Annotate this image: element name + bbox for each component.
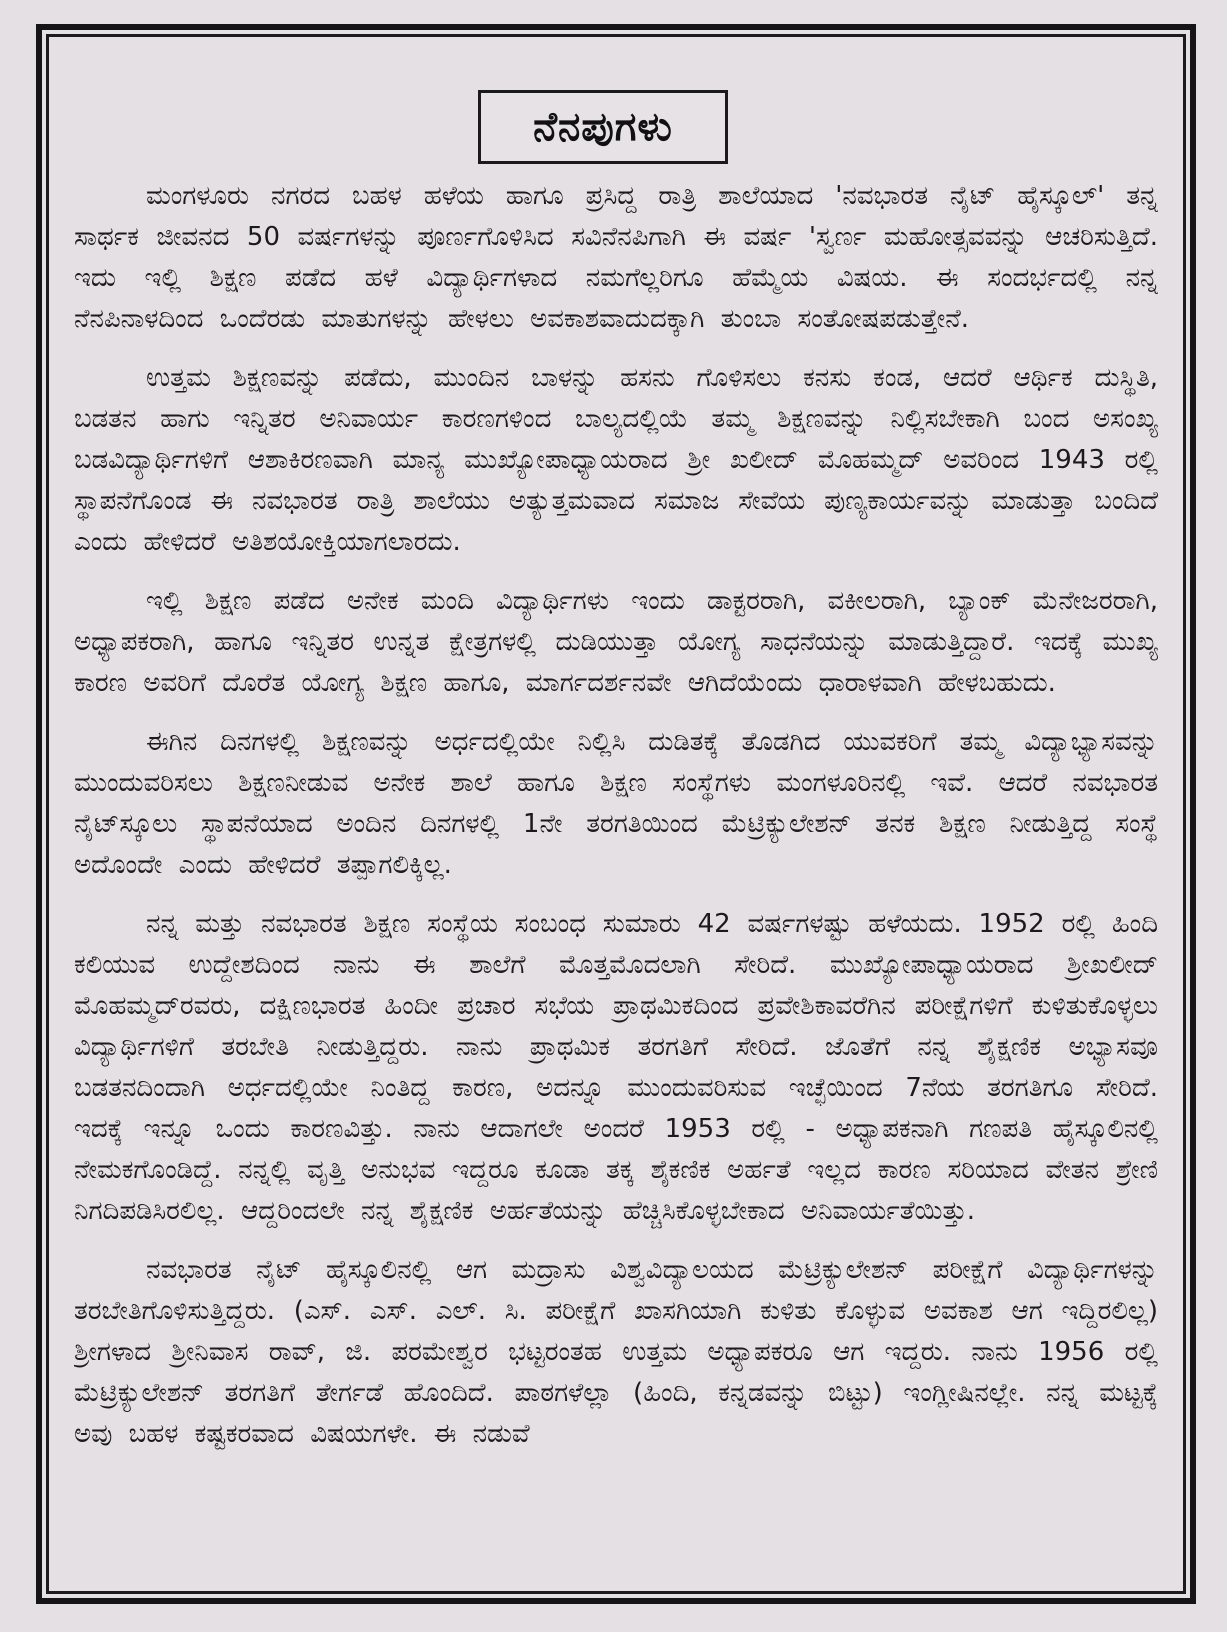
article-title: ನೆನಪುಗಳು: [533, 104, 673, 150]
paragraph-3: ಇಲ್ಲಿ ಶಿಕ್ಷಣ ಪಡೆದ ಅನೇಕ ಮಂದಿ ವಿದ್ಯಾರ್ಥಿಗಳು ಇಂದು ಡಾಕ್ಟರರಾಗಿ, ವಕೀಲರಾಗಿ, ಬ್ಯಾಂಕ್ ಮೆನೇಜರರಾಗಿ, ಅಧ್ಯಾಪಕರಾಗಿ, ಹಾಗೂ ಇನ್ನಿತರ ಉನ್ನತ ಕ್ಷೇತ್ರಗಳಲ್ಲಿ ದುಡಿಯುತ್ತಾ ಯೋಗ್ಯ ಸಾಧನೆಯನ್ನು ಮಾಡುತ್ತಿದ್ದಾರೆ. ಇದಕ್ಕೆ ಮುಖ್ಯ ಕಾರಣ ಅವರಿಗೆ ದೊರೆತ ಯೋಗ್ಯ ಶಿಕ್ಷಣ ಹಾಗೂ, ಮಾರ್ಗದರ್ಶನವೇ ಆಗಿದೆಯೆಂದು ಧಾರಾಳವಾಗಿ ಹೇಳಬಹುದು.: [74, 586, 1158, 698]
paragraph-1: ಮಂಗಳೂರು ನಗರದ ಬಹಳ ಹಳೆಯ ಹಾಗೂ ಪ್ರಸಿದ್ದ ರಾತ್ರಿ ಶಾಲೆಯಾದ 'ನವಭಾರತ ನೈಟ್ ಹೈಸ್ಕೂಲ್' ತನ್ನ ಸಾರ್ಥಕ ಜೀವನದ 50 ವರ್ಷಗಳನ್ನು ಪೂರ್ಣಗೊಳಿಸಿದ ಸವಿನೆನಪಿಗಾಗಿ ಈ ವರ್ಷ 'ಸ್ವರ್ಣ ಮಹೋತ್ಸವವನ್ನು ಆಚರಿಸುತ್ತಿದೆ. ಇದು ಇಲ್ಲಿ ಶಿಕ್ಷಣ ಪಡೆದ ಹಳೆ ವಿದ್ಯಾರ್ಥಿಗಳಾದ ನಮಗೆಲ್ಲರಿಗೂ ಹೆಮ್ಮೆಯ ವಿಷಯ. ಈ ಸಂದರ್ಭದಲ್ಲಿ ನನ್ನ ನೆನಪಿನಾಳದಿಂದ ಒಂದೆರಡು ಮಾತುಗಳನ್ನು ಹೇಳಲು ಅವಕಾಶವಾದುದಕ್ಕಾಗಿ ತುಂಬಾ ಸಂತೋಷಪಡುತ್ತೇನೆ.: [74, 181, 1158, 334]
paragraph-5: ನನ್ನ ಮತ್ತು ನವಭಾರತ ಶಿಕ್ಷಣ ಸಂಸ್ಥೆಯ ಸಂಬಂಧ ಸುಮಾರು 42 ವರ್ಷಗಳಷ್ಟು ಹಳೆಯದು. 1952 ರಲ್ಲಿ ಹಿಂದಿ ಕಲಿಯುವ ಉದ್ದೇಶದಿಂದ ನಾನು ಈ ಶಾಲೆಗೆ ಮೊತ್ತಮೊದಲಾಗಿ ಸೇರಿದೆ. ಮುಖ್ಯೋಪಾಧ್ಯಾಯರಾದ ಶ್ರೀಖಲೀದ್ ಮೊಹಮ್ಮದ್‌ರವರು, ದಕ್ಷಿಣಭಾರತ ಹಿಂದೀ ಪ್ರಚಾರ ಸಭೆಯ ಪ್ರಾಥಮಿಕದಿಂದ ಪ್ರವೇಶಿಕಾವರೆಗಿನ ಪರೀಕ್ಷೆಗಳಿಗೆ ಕುಳಿತುಕೊಳ್ಳಲು ವಿದ್ಯಾರ್ಥಿಗಳಿಗೆ ತರಬೇತಿ ನೀಡುತ್ತಿದ್ದರು. ನಾನು ಪ್ರಾಥಮಿಕ ತರಗತಿಗೆ ಸೇರಿದೆ. ಜೊತೆಗೆ ನನ್ನ ಶೈಕ್ಷಣಿಕ ಅಭ್ಯಾಸವೂ ಬಡತನದಿಂದಾಗಿ ಅರ್ಧದಲ್ಲಿಯೇ ನಿಂತಿದ್ದ ಕಾರಣ, ಅದನ್ನೂ ಮುಂದುವರಿಸುವ ಇಚ್ಛೆಯಿಂದ 7ನೆಯ ತರಗತಿಗೂ ಸೇರಿದೆ. ಇದಕ್ಕೆ ಇನ್ನೂ ಒಂದು ಕಾರಣವಿತ್ತು. ನಾನು ಆದಾಗಲೇ ಅಂದರೆ 1953 ರಲ್ಲಿ - ಅಧ್ಯಾಪಕನಾಗಿ ಗಣಪತಿ ಹೈಸ್ಕೂಲಿನಲ್ಲಿ ನೇಮಕಗೊಂಡಿದ್ದೆ. ನನ್ನಲ್ಲಿ ವೃತ್ತಿ ಅನುಭವ ಇದ್ದರೂ ಕೂಡಾ ತಕ್ಕ ಶೈಕಣಿಕ ಅರ್ಹತೆ ಇಲ್ಲದ ಕಾರಣ ಸರಿಯಾದ ವೇತನ ಶ್ರೇಣಿ ನಿಗದಿಪಡಿಸಿರಲಿಲ್ಲ. ಆದ್ದರಿಂದಲೇ ನನ್ನ ಶೈಕ್ಷಣಿಕ ಅರ್ಹತೆಯನ್ನು ಹೆಚ್ಚಿಸಿಕೊಳ್ಳಬೇಕಾದ ಅನಿವಾರ್ಯತೆಯಿತ್ತು.: [74, 909, 1158, 1226]
paragraph-2: ಉತ್ತಮ ಶಿಕ್ಷಣವನ್ನು ಪಡೆದು, ಮುಂದಿನ ಬಾಳನ್ನು ಹಸನು ಗೊಳಿಸಲು ಕನಸು ಕಂಡ, ಆದರೆ ಆರ್ಥಿಕ ದುಸ್ಥಿತಿ, ಬಡತನ ಹಾಗು ಇನ್ನಿತರ ಅನಿವಾರ್ಯ ಕಾರಣಗಳಿಂದ ಬಾಲ್ಯದಲ್ಲಿಯೆ ತಮ್ಮ ಶಿಕ್ಷಣವನ್ನು ನಿಲ್ಲಿಸಬೇಕಾಗಿ ಬಂದ ಅಸಂಖ್ಯ ಬಡವಿದ್ಯಾರ್ಥಿಗಳಿಗೆ ಆಶಾಕಿರಣವಾಗಿ ಮಾನ್ಯ ಮುಖ್ಯೋಪಾಧ್ಯಾಯರಾದ ಶ್ರೀ ಖಲೀದ್ ಮೊಹಮ್ಮದ್ ಅವರಿಂದ 1943 ರಲ್ಲಿ ಸ್ಥಾಪನೆಗೊಂಡ ಈ ನವಭಾರತ ರಾತ್ರಿ ಶಾಲೆಯು ಅತ್ಯುತ್ತಮವಾದ ಸಮಾಜ ಸೇವೆಯ ಪುಣ್ಯಕಾರ್ಯವನ್ನು ಮಾಡುತ್ತಾ ಬಂದಿದೆ ಎಂದು ಹೇಳಿದರೆ ಅತಿಶಯೋಕ್ತಿಯಾಗಲಾರದು.: [74, 363, 1158, 557]
paragraph-6: ನವಭಾರತ ನೈಟ್ ಹೈಸ್ಕೂಲಿನಲ್ಲಿ ಆಗ ಮದ್ರಾಸು ವಿಶ್ವವಿದ್ಯಾಲಯದ ಮೆಟ್ರಿಕ್ಯುಲೇಶನ್ ಪರೀಕ್ಷೆಗೆ ವಿದ್ಯಾರ್ಥಿಗಳನ್ನು ತರಬೇತಿಗೊಳಿಸುತ್ತಿದ್ದರು. (ಎಸ್. ಎಸ್. ಎಲ್. ಸಿ. ಪರೀಕ್ಷೆಗೆ ಖಾಸಗಿಯಾಗಿ ಕುಳಿತು ಕೊಳ್ಳುವ ಅವಕಾಶ ಆಗ ಇದ್ದಿರಲಿಲ್ಲ) ಶ್ರೀಗಳಾದ ಶ್ರೀನಿವಾಸ ರಾವ್, ಜಿ. ಪರಮೇಶ್ವರ ಭಟ್ಟರಂತಹ ಉತ್ತಮ ಅಧ್ಯಾಪಕರೂ ಆಗ ಇದ್ದರು. ನಾನು 1956 ರಲ್ಲಿ ಮೆಟ್ರಿಕ್ಯುಲೇಶನ್ ತರಗತಿಗೆ ತೇರ್ಗಡೆ ಹೊಂದಿದೆ. ಪಾಠಗಳೆಲ್ಲಾ (ಹಿಂದಿ, ಕನ್ನಡವನ್ನು ಬಿಟ್ಟು) ಇಂಗ್ಲೀಷಿನಲ್ಲೇ. ನನ್ನ ಮಟ್ಟಕ್ಕೆ ಅವು ಬಹಳ ಕಷ್ಟಕರವಾದ ವಿಷಯಗಳೇ. ಈ ನಡುವೆ: [74, 1255, 1158, 1449]
article-body: [74, 176, 1158, 1576]
title-box: [478, 90, 728, 164]
paragraph-4: ಈಗಿನ ದಿನಗಳಲ್ಲಿ ಶಿಕ್ಷಣವನ್ನು ಅರ್ಧದಲ್ಲಿಯೇ ನಿಲ್ಲಿಸಿ ದುಡಿತಕ್ಕೆ ತೊಡಗಿದ ಯುವಕರಿಗೆ ತಮ್ಮ ವಿದ್ಯಾಭ್ಯಾಸವನ್ನು ಮುಂದುವರಿಸಲು ಶಿಕ್ಷಣನೀಡುವ ಅನೇಕ ಶಾಲೆ ಹಾಗೂ ಶಿಕ್ಷಣ ಸಂಸ್ಥೆಗಳು ಮಂಗಳೂರಿನಲ್ಲಿ ಇವೆ. ಆದರೆ ನವಭಾರತ ನೈಟ್‌ಸ್ಕೂಲು ಸ್ಥಾಪನೆಯಾದ ಅಂದಿನ ದಿನಗಳಲ್ಲಿ 1ನೇ ತರಗತಿಯಿಂದ ಮೆಟ್ರಿಕ್ಯುಲೇಶನ್ ತನಕ ಶಿಕ್ಷಣ ನೀಡುತ್ತಿದ್ದ ಸಂಸ್ಥೆ ಅದೊಂದೇ ಎಂದು ಹೇಳಿದರೆ ತಪ್ಪಾಗಲಿಕ್ಕಿಲ್ಲ.: [74, 727, 1158, 880]
